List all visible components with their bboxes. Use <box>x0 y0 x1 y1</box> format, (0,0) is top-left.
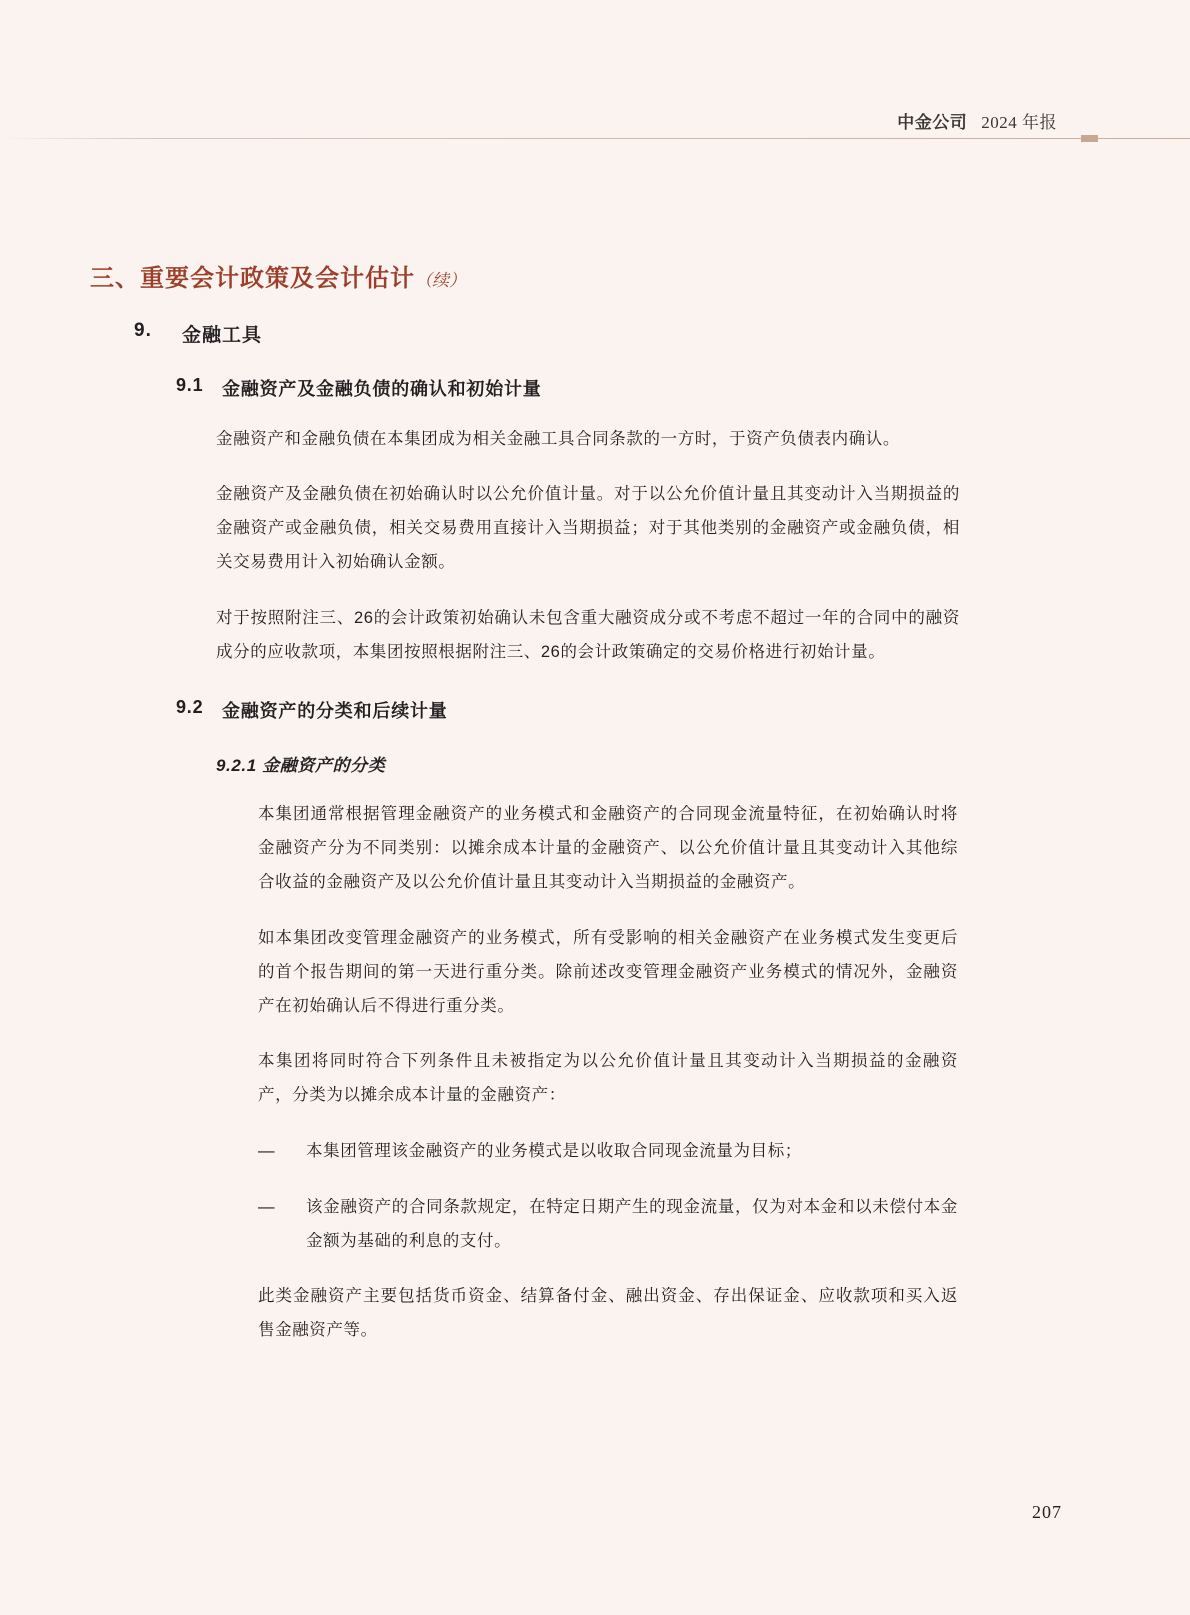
page-header <box>0 108 1190 148</box>
paragraph: 本集团将同时符合下列条件且未被指定为以公允价值计量且其变动计入当期损益的金融资产，分类为以摊余成本计量的金融资产： <box>258 1052 958 1105</box>
list-item-text: 本集团管理该金融资产的业务模式是以收取合同现金流量为目标； <box>306 1141 802 1160</box>
list-item <box>258 1191 958 1259</box>
list-item-marker: — <box>258 1141 276 1160</box>
item-9-1-title: 金融资产及金融负债的确认和初始计量 <box>222 378 542 399</box>
list-item-text: 该金融资产的合同条款规定，在特定日期产生的现金流量，仅为对本金和以未偿付本金金额为基础的利息的支付。 <box>306 1197 958 1250</box>
paragraph: 金融资产及金融负债在初始确认时以公允价值计量。对于以公允价值计量且其变动计入当期损益的金融资产或金融负债，相关交易费用直接计入当期损益；对于其他类别的金融资产或金融负债，相关交易费用计入初始确认金额。 <box>216 485 960 572</box>
item-9-heading <box>134 320 1100 347</box>
item-9-number: 9. <box>134 319 152 341</box>
section-title-text: 三、重要会计政策及会计估计 <box>90 265 415 292</box>
paragraph: 如本集团改变管理金融资产的业务模式，所有受影响的相关金融资产在业务模式发生变更后的首个报告期间的第一天进行重分类。除前述改变管理金融资产业务模式的情况外，金融资产在初始确认后不得进行重分类。 <box>258 928 958 1015</box>
header-text <box>897 108 1057 133</box>
header-company: 中金公司 <box>897 113 968 132</box>
section-title <box>90 262 1100 296</box>
item-9-2-heading <box>176 697 1100 723</box>
item-9-2-title: 金融资产的分类和后续计量 <box>222 701 448 722</box>
paragraph: 对于按照附注三、26的会计政策初始确认未包含重大融资成分或不考虑不超过一年的合同中的融资成分的应收款项，本集团按照根据附注三、26的会计政策确定的交易价格进行初始计量。 <box>216 608 960 661</box>
list-item <box>258 1135 958 1169</box>
item-9-title: 金融工具 <box>182 324 263 346</box>
paragraph: 金融资产和金融负债在本集团成为相关金融工具合同条款的一方时，于资产负债表内确认。 <box>216 429 900 448</box>
item-9-2-number: 9.2 <box>176 697 204 718</box>
header-divider <box>0 138 1190 139</box>
page-content <box>0 262 1190 1348</box>
item-9-2-1-heading: 9.2.1 金融资产的分类 <box>216 756 386 776</box>
header-year: 2024 年报 <box>981 113 1057 132</box>
page-number: 207 <box>1032 1502 1062 1522</box>
list-item-marker: — <box>258 1197 276 1216</box>
header-accent-mark <box>1081 135 1098 142</box>
paragraph: 此类金融资产主要包括货币资金、结算备付金、融出资金、存出保证金、应收款项和买入返售金融资产等。 <box>258 1287 958 1340</box>
paragraph: 本集团通常根据管理金融资产的业务模式和金融资产的合同现金流量特征，在初始确认时将金融资产分为不同类别：以摊余成本计量的金融资产、以公允价值计量且其变动计入其他综合收益的金融资产及以公允价值计量且其变动计入当期损益的金融资产。 <box>258 805 958 892</box>
item-9-1-heading <box>176 375 1100 401</box>
section-continued-label: （续） <box>415 271 466 290</box>
item-9-1-number: 9.1 <box>176 374 204 395</box>
